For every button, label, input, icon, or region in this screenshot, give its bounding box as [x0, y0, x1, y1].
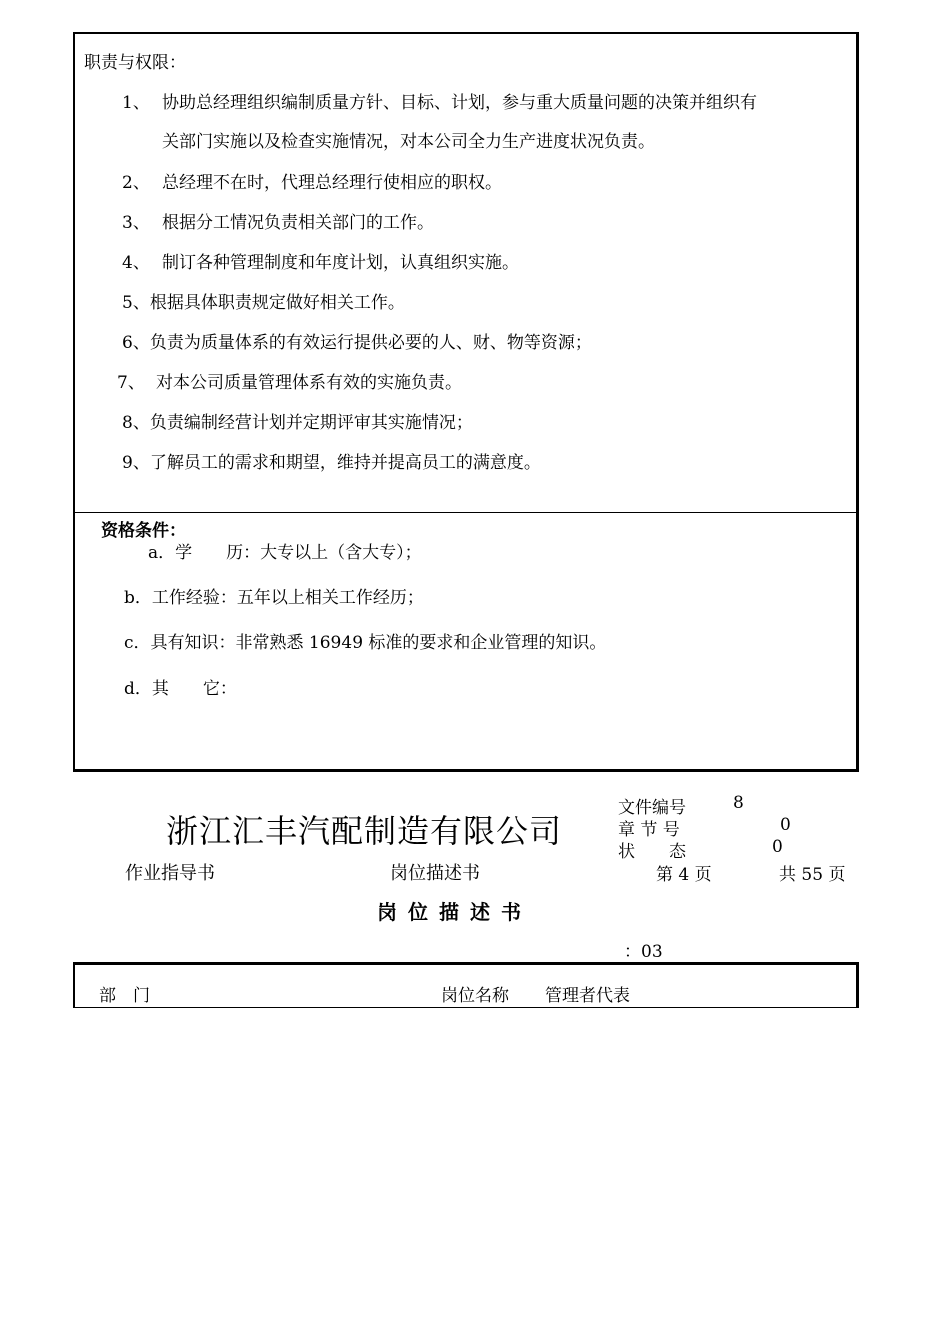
- position-name-label: 岗位名称: [441, 986, 509, 1006]
- item-2-text: 总经理不在时，代理总经理行使相应的职权。: [162, 173, 502, 193]
- doc-type: 作业指导书: [125, 863, 215, 884]
- qualification-knowledge: c．具有知识：非常熟悉 16949 标准的要求和企业管理的知识。: [124, 633, 607, 653]
- section-divider: [75, 512, 856, 513]
- item-1-line-2: 关部门实施以及检查实施情况，对本公司全力生产进度状况负责。: [162, 132, 655, 152]
- department-label: 部 门: [99, 986, 150, 1006]
- item-4-text: 制订各种管理制度和年度计划，认真组织实施。: [162, 253, 519, 273]
- item-3-number: 3、: [122, 213, 150, 233]
- item-7-number: 7、: [117, 373, 145, 393]
- qualification-other: d．其 它：: [124, 679, 237, 699]
- doc-name: 岗位描述书: [390, 863, 480, 884]
- qualification-experience: b．工作经验：五年以上相关工作经历；: [124, 588, 424, 608]
- company-name: 浙江汇丰汽配制造有限公司: [166, 812, 563, 850]
- item-1-line-1: 协助总经理组织编制质量方针、目标、计划，参与重大质量问题的决策并组织有: [162, 93, 757, 113]
- item-6-text: 6、负责为质量体系的有效运行提供必要的人、财、物等资源；: [122, 333, 592, 353]
- item-7-text: 对本公司质量管理体系有效的实施负责。: [156, 373, 462, 393]
- item-4-number: 4、: [122, 253, 150, 273]
- chapter-label: 章 节 号: [618, 820, 680, 840]
- total-pages: 共 55 页: [779, 865, 846, 885]
- doc-number-label: 文件编号: [618, 798, 686, 818]
- document-title: 岗位描述书: [377, 900, 532, 924]
- doc-number-value: 8: [733, 793, 744, 813]
- chapter-value: 0: [780, 815, 791, 835]
- item-3-text: 根据分工情况负责相关部门的工作。: [162, 213, 434, 233]
- item-8-text: 8、负责编制经营计划并定期评审其实施情况；: [122, 413, 473, 433]
- item-9-text: 9、了解员工的需求和期望，维持并提高员工的满意度。: [122, 453, 541, 473]
- document-code: ：03: [624, 942, 663, 962]
- qualification-education: a．学 历：大专以上（含大专）；: [148, 543, 422, 563]
- responsibilities-heading: 职责与权限：: [84, 53, 186, 73]
- position-name-value: 管理者代表: [545, 986, 630, 1006]
- page-number: 第 4 页: [656, 865, 712, 885]
- qualifications-heading: 资格条件：: [101, 521, 186, 541]
- item-2-number: 2、: [122, 173, 150, 193]
- status-label: 状 态: [618, 842, 686, 862]
- status-value: 0: [772, 837, 783, 857]
- item-5-text: 5、根据具体职责规定做好相关工作。: [122, 293, 405, 313]
- item-1-number: 1、: [122, 93, 150, 113]
